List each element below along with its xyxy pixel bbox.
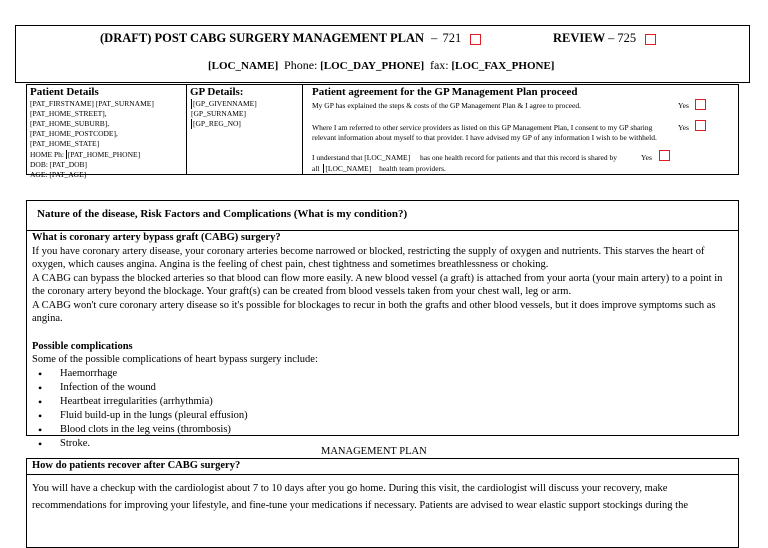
list-item: • Stroke. — [32, 437, 732, 451]
patient-details-heading: Patient Details — [30, 86, 99, 98]
management-divider — [26, 474, 739, 475]
agreement-item-1: My GP has explained the steps & costs of the GP Management Plan & I agree to proceed. — [312, 101, 581, 110]
complications-list — [32, 367, 732, 451]
gp-details-heading: GP Details: — [190, 86, 244, 98]
nature-body — [32, 231, 732, 451]
agreement-item-3: I understand that [LOC_NAME] has one health record for patients and that this record is shared by — [312, 153, 618, 162]
recovery-paragraph: You will have a checkup with the cardiologist about 7 to 10 days after you go home. During this visit, the cardiologist will discuss your recovery, make recommendations for improving your lifestyle, and fine-tune your medications if necessary. Patients are advised to wear elastic support stockings during the — [32, 483, 688, 511]
recovery-subheading: How do patients recover after CABG surgery? — [32, 460, 241, 471]
complications-intro: Some of the possible complications of heart bypass surgery include: — [32, 354, 318, 365]
agreement-checkbox-2[interactable] — [695, 120, 706, 131]
agreement-item-3-cont: all [LOC_NAME] health team providers. — [312, 164, 446, 173]
patient-street: [PAT_HOME_STREET], — [30, 109, 107, 118]
patient-state: [PAT_HOME_STATE] — [30, 139, 100, 148]
patient-dob: DOB: [PAT_DOB] — [30, 160, 88, 169]
details-divider-1 — [186, 84, 187, 175]
cabg-paragraph-3: A CABG won't cure coronary artery disease so it's possible for blockages to recur in both the grafts and other blood vessels, but it does improve symptoms such as angina. — [32, 299, 716, 324]
patient-phone: HOME Ph: [PAT_HOME_PHONE] — [30, 150, 141, 159]
cabg-paragraph-1: If you have coronary artery disease, your coronary arteries become narrowed or blocked, restricting the supply of oxygen and nutrients. This starves the heart of oxygen, which causes angina. Angina is the feeling of chest pain, chest tightness and sometimes breathlessness or choking. — [32, 245, 705, 270]
location-name: [LOC_NAME] — [208, 60, 279, 72]
gp-givenname: [GP_GIVENNAME] — [193, 99, 257, 108]
plan-title: (DRAFT) POST CABG SURGERY MANAGEMENT PLAN – 721 — [100, 31, 481, 46]
list-item: • Blood clots in the leg veins (thrombosis) — [32, 423, 732, 437]
list-item: • Fluid build-up in the lungs (pleural effusion) — [32, 409, 732, 423]
plan-title-number: 721 — [442, 31, 462, 45]
agreement-checkbox-1[interactable] — [695, 99, 706, 110]
location-contact: [LOC_NAME] Phone: [LOC_DAY_PHONE] fax: [LOC_FAX_PHONE] — [208, 58, 555, 72]
location-fax: [LOC_FAX_PHONE] — [451, 60, 555, 72]
plan-title-text: (DRAFT) POST CABG SURGERY MANAGEMENT PLAN — [100, 31, 424, 45]
complications-heading: Possible complications — [32, 340, 133, 352]
review-checkbox[interactable] — [645, 34, 656, 45]
review-label: REVIEW – 725 — [553, 31, 656, 46]
gp-reg-no: [GP_REG_NO] — [191, 119, 257, 129]
patient-address — [30, 99, 185, 180]
review-number: 725 — [617, 31, 637, 45]
title-checkbox[interactable] — [470, 34, 481, 45]
patient-postcode: [PAT_HOME_POSTCODE], — [30, 129, 118, 138]
location-phone: [LOC_DAY_PHONE] — [320, 60, 425, 72]
agreement-heading: Patient agreement for the GP Management Plan proceed — [312, 86, 578, 98]
agreement-checkbox-3[interactable] — [659, 150, 670, 161]
cabg-paragraph-2: A CABG can bypass the blocked arteries so that blood can flow more easily. A new blood vessel (a graft) is attached from your aorta (your main artery) to a point in the coronary artery beyond the blockage. Your graft(s) can be created from blood vessels taken from your chest wall, leg or arm. — [32, 272, 723, 297]
patient-name: [PAT_FIRSTNAME] [PAT_SURNAME] — [30, 99, 154, 108]
agreement-item-2: Where I am referred to other service providers as listed on this GP Management Plan, I consent to my GP sharing relevant information about myself to that provider. I have advised my GP of any information I wish to be withheld. — [312, 123, 657, 142]
list-item: • Infection of the wound — [32, 381, 732, 395]
patient-age: AGE: [PAT_AGE] — [30, 170, 87, 179]
nature-heading: Nature of the disease, Risk Factors and Complications (What is my condition?) — [37, 208, 408, 220]
gp-details — [191, 99, 257, 129]
list-item: • Heartbeat irregularities (arrhythmia) — [32, 395, 732, 409]
details-divider-2 — [302, 84, 303, 175]
list-item: • Haemorrhage — [32, 367, 732, 381]
cabg-subheading: What is coronary artery bypass graft (CABG) surgery? — [32, 232, 281, 243]
patient-suburb: [PAT_HOME_SUBURB], — [30, 119, 110, 128]
management-plan-heading: MANAGEMENT PLAN — [321, 446, 427, 457]
gp-surname: [GP_SURNAME] — [191, 109, 247, 118]
